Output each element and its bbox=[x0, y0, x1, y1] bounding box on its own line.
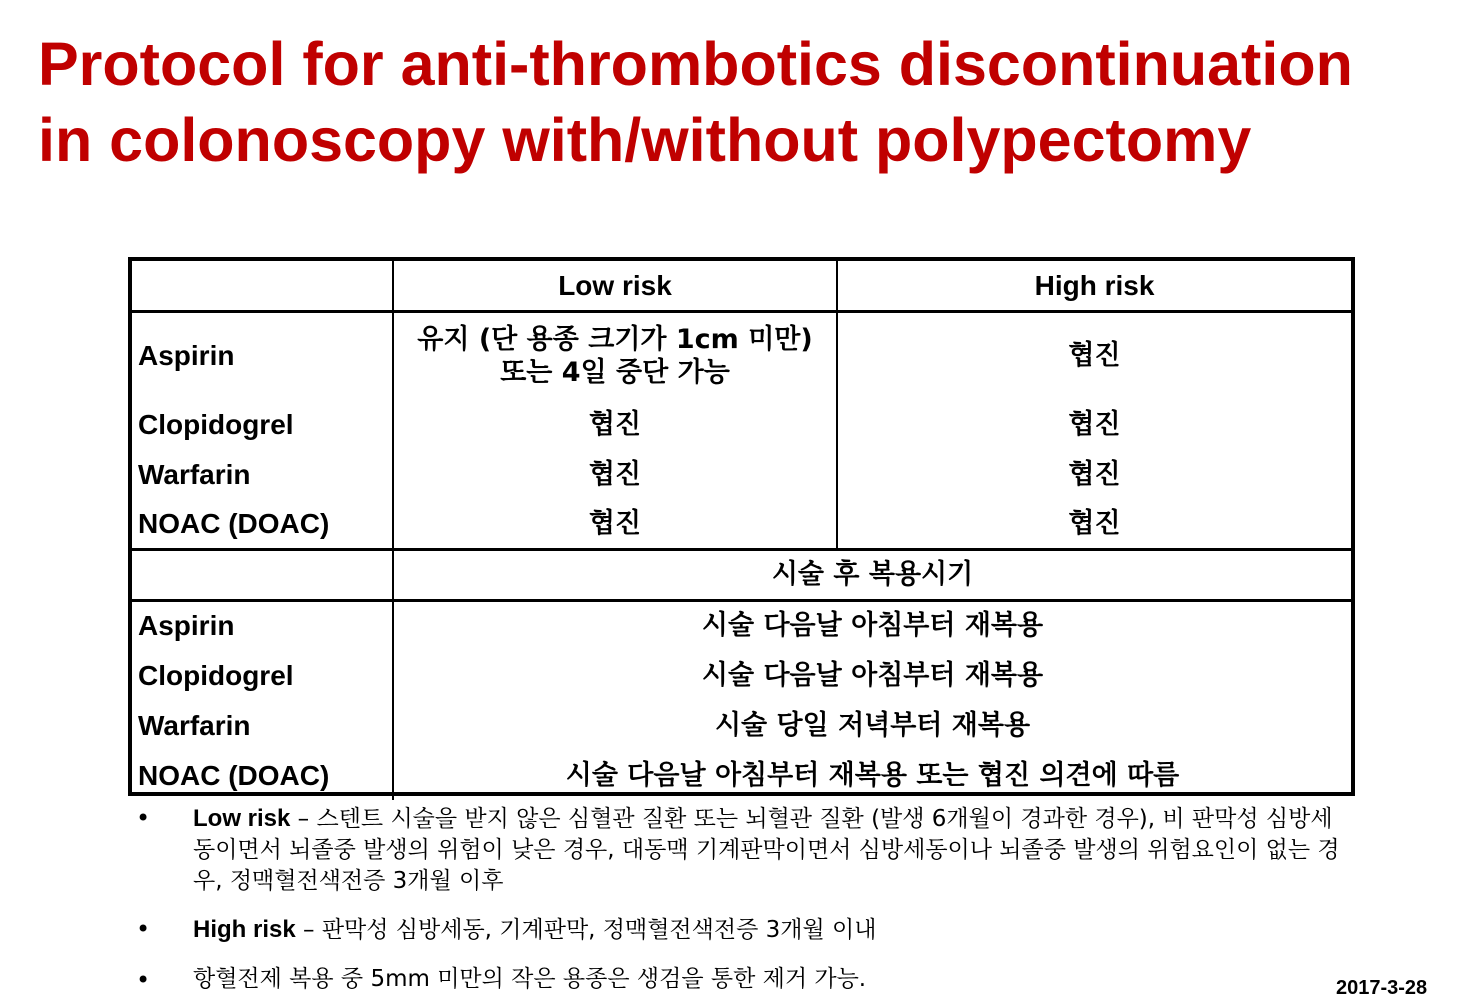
bullet-marker: • bbox=[136, 915, 151, 943]
slide-title bbox=[38, 26, 1438, 178]
resume-header-row bbox=[132, 549, 1351, 600]
table-row bbox=[132, 750, 1351, 800]
table-row bbox=[132, 499, 1351, 549]
low-risk-cell: 협진 bbox=[393, 499, 837, 549]
header-high-risk: High risk bbox=[837, 261, 1351, 311]
bullet-marker: • bbox=[136, 804, 151, 832]
note-high-risk bbox=[193, 914, 1343, 946]
drug-label: NOAC (DOAC) bbox=[132, 750, 393, 800]
high-risk-cell: 협진 bbox=[1068, 340, 1121, 372]
table-row bbox=[132, 700, 1351, 750]
note-text: – 판막성 심방세동, 기계판막, 정맥혈전색전증 3개월 이내 bbox=[295, 917, 877, 943]
bullet-marker: • bbox=[136, 966, 151, 994]
resume-timing-cell: 시술 다음날 아침부터 재복용 bbox=[701, 659, 1044, 691]
note-low-risk bbox=[193, 803, 1343, 897]
resume-timing-cell: 시술 다음날 아침부터 재복용 또는 협진 의견에 따름 bbox=[565, 759, 1180, 791]
header-low-risk: Low risk bbox=[393, 261, 837, 311]
drug-label: Warfarin bbox=[132, 700, 393, 750]
resume-header-empty-cell bbox=[132, 549, 393, 600]
high-risk-cell: 협진 bbox=[1068, 458, 1121, 490]
drug-label: NOAC (DOAC) bbox=[132, 499, 393, 549]
note-small-polyp bbox=[193, 964, 1343, 995]
table-row bbox=[132, 399, 1351, 449]
high-risk-cell: 협진 bbox=[837, 499, 1351, 549]
resume-timing-cell: 시술 다음날 아침부터 재복용 bbox=[701, 610, 1044, 642]
resume-header: 시술 후 복용시기 bbox=[393, 549, 1351, 600]
note-text: 항혈전제 복용 중 5mm 미만의 작은 용종은 생검을 통한 제거 가능. bbox=[193, 966, 867, 992]
low-risk-line-1: 유지 (단 용종 크기가 1cm 미만) bbox=[417, 323, 813, 355]
low-risk-cell: 협진 bbox=[393, 449, 837, 499]
protocol-table bbox=[128, 257, 1355, 796]
header-empty-cell bbox=[132, 261, 393, 311]
note-term: High risk bbox=[193, 916, 296, 943]
table-row bbox=[132, 311, 1351, 399]
drug-label: Clopidogrel bbox=[132, 399, 393, 449]
drug-label: Aspirin bbox=[132, 600, 393, 650]
title-line-2: in colonoscopy with/without polypectomy bbox=[38, 106, 1252, 174]
high-risk-cell: 협진 bbox=[1068, 408, 1121, 440]
note-text: – 스텐트 시술을 받지 않은 심혈관 질환 또는 뇌혈관 질환 (발생 6개월이 경과한 경우), 비 판막성 심방세동이면서 뇌졸중 발생의 위험이 낮은 경우, 대동맥 기계판막이면서 심방세동이나 뇌졸중 발생의 위험요인이 없는 경우, 정맥혈전색전증 3개월 이후 bbox=[193, 806, 1340, 894]
low-risk-line-2: 또는 4일 중단 가능 bbox=[500, 356, 730, 388]
slide-date: 2017-3-28 bbox=[1336, 977, 1428, 999]
table-row bbox=[132, 600, 1351, 650]
drug-label: Aspirin bbox=[132, 311, 393, 399]
note-term: Low risk bbox=[193, 805, 291, 832]
table-header-row bbox=[132, 261, 1351, 311]
low-risk-cell: 협진 bbox=[393, 399, 837, 449]
low-risk-cell bbox=[393, 311, 837, 399]
table-row bbox=[132, 650, 1351, 700]
title-line-1: Protocol for anti-thrombotics discontinuation bbox=[38, 30, 1353, 98]
drug-label: Clopidogrel bbox=[132, 650, 393, 700]
drug-label: Warfarin bbox=[132, 449, 393, 499]
resume-timing-cell: 시술 당일 저녁부터 재복용 bbox=[714, 709, 1031, 741]
table-row bbox=[132, 449, 1351, 499]
